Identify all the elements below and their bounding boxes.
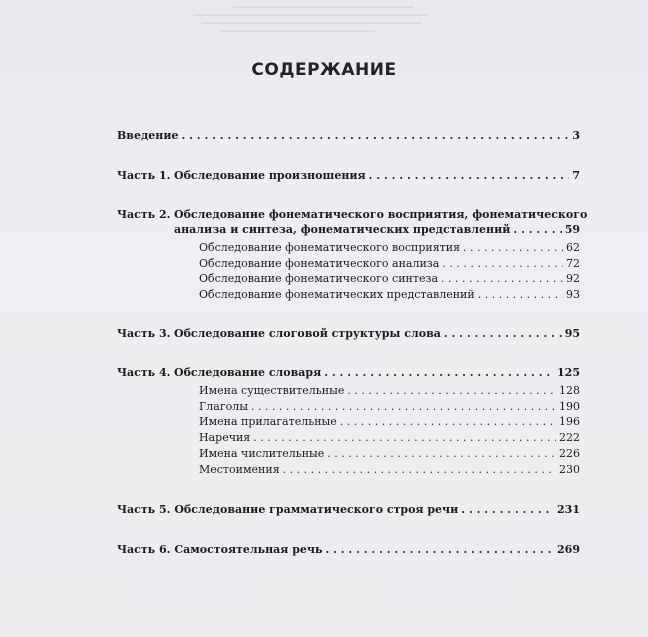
toc-label xyxy=(117,543,322,557)
toc-subentry[interactable] xyxy=(199,288,580,302)
toc-part-number: Часть 4. xyxy=(117,366,171,379)
leader-dots xyxy=(340,415,556,429)
leader-dots xyxy=(478,288,563,302)
toc-page: 93 xyxy=(566,288,580,301)
leader-dots xyxy=(283,463,556,477)
leader-dots xyxy=(327,447,556,461)
toc-subentry[interactable] xyxy=(199,241,580,255)
toc-page: 230 xyxy=(559,463,580,476)
toc-entry-intro[interactable] xyxy=(117,129,580,143)
toc-label: Имена прилагательные xyxy=(199,415,337,428)
toc-subentry[interactable] xyxy=(199,272,580,286)
toc-page: 59 xyxy=(564,223,580,236)
toc-subentry[interactable] xyxy=(199,415,580,429)
leader-dots xyxy=(251,400,556,414)
toc-subentry[interactable] xyxy=(199,463,580,477)
toc-part-number: Часть 2. xyxy=(117,208,171,221)
toc-subentry[interactable] xyxy=(199,431,580,445)
toc-label: Обследование фонематического восприятия xyxy=(199,241,461,254)
toc-page: 128 xyxy=(559,384,580,397)
toc-part-number: Часть 1. xyxy=(117,169,171,182)
leader-dots xyxy=(369,169,570,183)
toc-entry-part4[interactable] xyxy=(117,366,580,380)
toc-label: Обследование фонематического анализа xyxy=(199,257,440,270)
toc-part-number: Часть 6. xyxy=(117,543,171,556)
leader-dots xyxy=(441,272,563,286)
toc-label: Местоимения xyxy=(199,463,280,476)
toc-page: 269 xyxy=(557,543,580,556)
toc-page: 226 xyxy=(559,447,580,460)
toc-page: 92 xyxy=(566,272,580,285)
toc-entry-part2-line1[interactable] xyxy=(117,208,587,222)
toc-subentry[interactable] xyxy=(199,257,580,271)
toc-page: 62 xyxy=(566,241,580,254)
toc-entry-part5[interactable] xyxy=(117,503,580,517)
toc-page: 72 xyxy=(566,257,580,270)
toc-entry-part3[interactable] xyxy=(117,327,580,341)
toc-page: 3 xyxy=(572,129,580,142)
leader-dots xyxy=(444,327,562,341)
toc-label: Обследование фонематического восприятия, фонематического xyxy=(174,208,588,221)
toc-subentry[interactable] xyxy=(199,384,580,398)
toc-entry-part1[interactable] xyxy=(117,169,580,183)
toc-page: 190 xyxy=(559,400,580,413)
leader-dots xyxy=(463,241,563,255)
toc-page: 231 xyxy=(557,503,580,516)
toc-label-text: Самостоятельная речь xyxy=(174,543,323,556)
toc-label xyxy=(117,503,458,517)
toc-label: Обследование фонематических представлений xyxy=(199,288,475,301)
leader-dots xyxy=(253,431,556,445)
toc-label: Обследование словаря xyxy=(174,366,322,379)
toc-subentry[interactable] xyxy=(199,400,580,414)
toc-label: Глаголы xyxy=(199,400,248,413)
toc-page: 7 xyxy=(572,169,580,182)
toc-entry-part2-line2[interactable] xyxy=(174,223,580,237)
toc-label: Имена существительные xyxy=(199,384,345,397)
toc-entry-part6[interactable] xyxy=(117,543,580,557)
toc-page: 196 xyxy=(559,415,580,428)
toc-page: 95 xyxy=(564,327,580,340)
leader-dots xyxy=(461,503,554,517)
leader-dots xyxy=(513,223,561,237)
toc-label: Имена числительные xyxy=(199,447,325,460)
toc-page: 125 xyxy=(557,366,580,379)
toc-label: Введение xyxy=(117,129,179,142)
leader-dots xyxy=(347,384,556,398)
toc-label: Обследование произношения xyxy=(174,169,366,182)
leader-dots xyxy=(442,257,563,271)
toc-label: Наречия xyxy=(199,431,251,444)
leader-dots xyxy=(325,543,554,557)
toc-part-number: Часть 5. xyxy=(117,503,171,516)
toc-page: 222 xyxy=(559,431,580,444)
toc-subentry[interactable] xyxy=(199,447,580,461)
page-title: СОДЕРЖАНИЕ xyxy=(251,60,397,80)
toc-label: Обследование фонематического синтеза xyxy=(199,272,439,285)
toc-label: анализа и синтеза, фонематических представлений xyxy=(174,223,511,236)
toc-label: Обследование слоговой структуры слова xyxy=(174,327,441,340)
leader-dots xyxy=(324,366,554,380)
toc-part-number: Часть 3. xyxy=(117,327,171,340)
leader-dots xyxy=(181,129,569,143)
toc-label-text: Обследование грамматического строя речи xyxy=(174,503,459,516)
